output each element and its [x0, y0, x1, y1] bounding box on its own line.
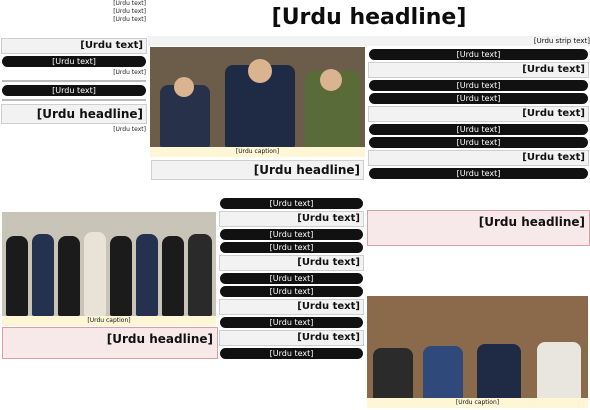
group-person	[58, 236, 80, 316]
right-pill-6: [Urdu text]	[369, 168, 588, 179]
meeting-person	[477, 344, 521, 406]
left-column	[0, 36, 148, 206]
group-person	[6, 236, 28, 316]
meeting-person	[423, 346, 463, 406]
group-person	[32, 234, 54, 316]
right-pill-1: [Urdu text]	[369, 49, 588, 60]
right-pill-2: [Urdu text]	[369, 80, 588, 91]
group-person	[188, 234, 212, 316]
right-heading-1: [Urdu text]	[368, 62, 589, 78]
left-pill-2: [Urdu text]	[2, 85, 146, 96]
meeting-photo	[367, 296, 588, 406]
left-text-1: [Urdu text]	[113, 69, 146, 76]
center-lead-headline: [Urdu headline]	[151, 160, 364, 180]
divider	[2, 99, 146, 101]
side-text-1: [Urdu text]	[113, 0, 146, 7]
masthead-side-box	[0, 0, 148, 36]
group-person	[136, 234, 158, 316]
divider	[2, 80, 146, 82]
middle-heading-1: [Urdu text]	[219, 211, 364, 227]
left-heading-1: [Urdu text]	[1, 38, 147, 54]
meeting-person	[537, 342, 581, 406]
lead-photo	[150, 47, 365, 147]
group-person	[84, 232, 106, 316]
right-heading-2: [Urdu text]	[368, 106, 589, 122]
group-person	[110, 236, 132, 316]
right-banner-headline: [Urdu headline]	[478, 215, 585, 229]
side-text-2: [Urdu text]	[113, 8, 146, 15]
left-text-2: [Urdu text]	[113, 126, 146, 133]
face	[248, 59, 272, 83]
middle-pill-3: [Urdu text]	[220, 242, 363, 253]
middle-heading-4: [Urdu text]	[219, 330, 364, 346]
bottom-left-story	[2, 327, 218, 359]
right-heading-3: [Urdu text]	[368, 150, 589, 166]
middle-pill-6: [Urdu text]	[220, 317, 363, 328]
right-pill-3: [Urdu text]	[369, 93, 588, 104]
middle-pill-7: [Urdu text]	[220, 348, 363, 359]
right-pill-4: [Urdu text]	[369, 124, 588, 135]
face	[174, 77, 194, 97]
group-person	[162, 236, 184, 316]
side-text-3: [Urdu text]	[113, 16, 146, 23]
middle-pill-1: [Urdu text]	[220, 198, 363, 209]
meeting-photo-caption: [Urdu caption]	[367, 398, 588, 408]
sub-headline-strip: [Urdu strip text]	[148, 36, 590, 46]
main-headline: [Urdu headline]	[148, 0, 590, 36]
group-photo-caption: [Urdu caption]	[2, 316, 216, 326]
middle-pill-2: [Urdu text]	[220, 229, 363, 240]
middle-pill-4: [Urdu text]	[220, 273, 363, 284]
masthead	[0, 0, 590, 36]
middle-heading-3: [Urdu text]	[219, 299, 364, 315]
left-mid-headline: [Urdu headline]	[1, 104, 147, 124]
face	[320, 69, 342, 91]
right-column	[367, 47, 590, 207]
lead-photo-caption: [Urdu caption]	[150, 147, 365, 157]
middle-column	[218, 196, 365, 410]
middle-heading-2: [Urdu text]	[219, 255, 364, 271]
middle-pill-5: [Urdu text]	[220, 286, 363, 297]
right-pill-5: [Urdu text]	[369, 137, 588, 148]
center-lead-story	[150, 158, 365, 194]
group-photo	[2, 212, 216, 316]
bottom-left-headline: [Urdu headline]	[106, 332, 213, 346]
right-banner	[367, 210, 590, 246]
left-pill-1: [Urdu text]	[2, 56, 146, 67]
